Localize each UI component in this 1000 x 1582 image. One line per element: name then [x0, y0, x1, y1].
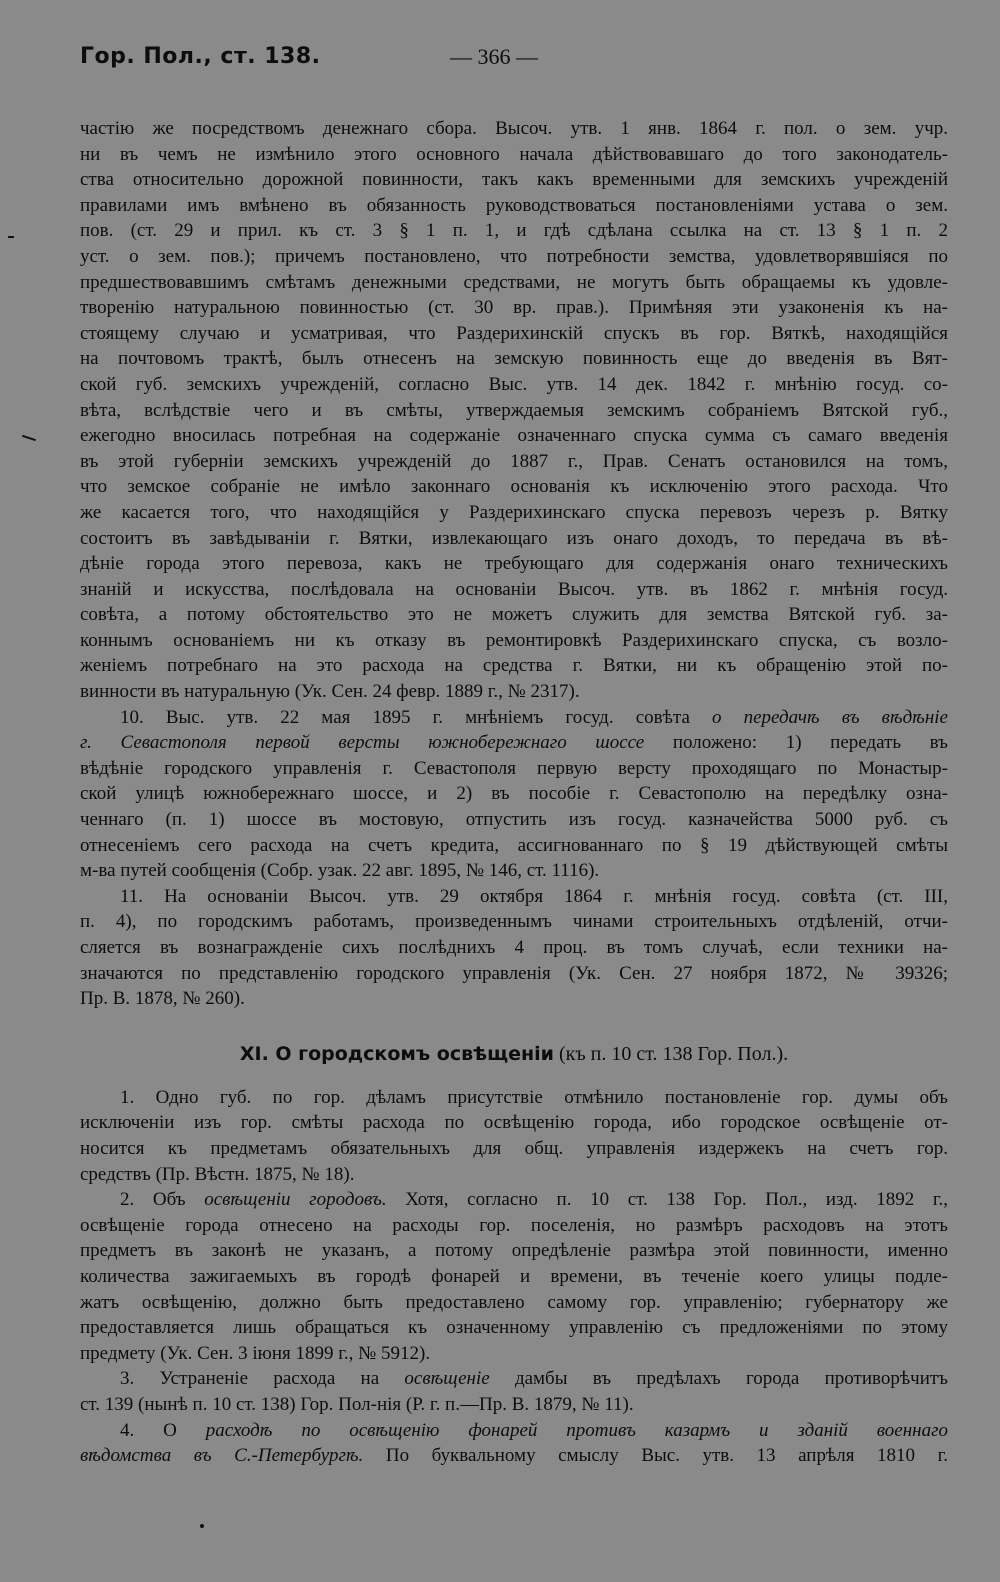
section-heading — [80, 1043, 948, 1066]
section-item-3 — [80, 1366, 948, 1417]
text-line: въ этой губерніи земскихъ учрежденій до 1887 г., Прав. Сенатъ остановился на томъ, — [80, 450, 948, 472]
text-line — [80, 705, 948, 731]
text-line: уст. о зем. пов.); причемъ постановлено, что потребности земства, удовлетворявшіяся по — [80, 245, 948, 267]
text-line: средствъ (Пр. Вѣстн. 1875, № 18). — [80, 1163, 355, 1185]
text-line — [80, 1443, 948, 1469]
text-line: женіемъ потребнаго на это расхода на средства г. Вятки, ни къ обращенію этой по- — [80, 655, 948, 677]
text-line: 11. На основаніи Высоч. утв. 29 октября 1864 г. мнѣнія госуд. совѣта (ст. III, — [120, 885, 948, 907]
section-item-4 — [80, 1418, 948, 1469]
text-line: освѣщеніе города отнесено на расходы гор. поселенія, но размѣръ расходовъ на этотъ — [80, 1214, 948, 1236]
italic-span: вѣдомства въ С.-Петербургѣ. — [80, 1445, 364, 1467]
body-text — [80, 116, 948, 1469]
text-line: ченнаго (п. 1) шоссе въ мостовую, отпустить изъ госуд. казначейства 5000 руб. съ — [80, 809, 948, 831]
text-line: правилами имъ вмѣнено въ обязанность руководствоваться постановленіями устава о зем. — [80, 194, 948, 216]
text-span: 3. Устраненіе расхода на — [120, 1368, 405, 1390]
text-line: м-ва путей сообщенія (Собр. узак. 22 авг. 1895, № 146, ст. 1116). — [80, 860, 600, 882]
text-line: же касается того, что находящійся у Раздерихинскаго спуска перевозъ черезъ р. Вятку — [80, 501, 948, 523]
text-line: значаются по представленію городского управленія (Ук. Сен. 27 ноября 1872, № 39326; — [80, 962, 948, 984]
text-line: винности въ натуральную (Ук. Сен. 24 февр. 1889 г., № 2317). — [80, 681, 580, 703]
text-line: состоитъ въ завѣдываніи г. Вятки, извлекающаго изъ онаго доходъ, то передача въ вѣ- — [80, 527, 948, 549]
text-line: предмету (Ук. Сен. 3 іюня 1899 г., № 5912). — [80, 1342, 431, 1364]
text-line: ской улицѣ южнобережнаго шоссе, и 2) въ пособіе г. Севастополю на передѣлку озна- — [80, 783, 948, 805]
italic-span: освѣщеніи городовъ. — [204, 1189, 387, 1211]
italic-span: расходѣ по освѣщенію фонарей противъ казармъ и зданій военнаго — [205, 1419, 948, 1441]
text-line: ст. 139 (нынѣ п. 10 ст. 138) Гор. Пол-нія (Р. г. п.—Пр. В. 1879, № 11). — [80, 1393, 634, 1415]
text-line: носится къ предметамъ обязательныхъ для общ. управленія издержекъ на счетъ гор. — [80, 1137, 948, 1159]
text-line: 1. Одно губ. по гор. дѣламъ присутствіе отмѣнило постановленіе гор. думы объ — [120, 1086, 948, 1108]
paragraph-10 — [80, 705, 948, 884]
section-title: XI. О городскомъ освѣщеніи — [239, 1042, 554, 1065]
text-span: 2. Объ — [120, 1189, 205, 1211]
text-line: частію же посредствомъ денежнаго сбора. Высоч. утв. 1 янв. 1864 г. пол. о зем. учр. — [80, 118, 948, 139]
text-line: что земское собраніе не имѣло законнаго основанія къ исключенію этого расхода. Что — [80, 476, 948, 498]
italic-span: освѣщеніе — [404, 1368, 490, 1390]
text-line: коннымъ основаніемъ ни къ отказу въ ремонтировкѣ Раздерихинскаго спуска, съ возло- — [80, 629, 948, 651]
italic-span: о передачѣ въ вѣдѣніе — [712, 706, 948, 728]
margin-mark — [22, 435, 36, 441]
text-line — [80, 1418, 948, 1444]
text-line: вѣта, вслѣдствіе чего и въ смѣты, утверждаемыя земскимъ собраніемъ Вятской губ., — [80, 399, 948, 421]
text-line: вѣдѣніе городского управленія г. Севастополя первую версту проходящаго по Монастыр- — [80, 757, 948, 779]
text-line: знаній и искусства, послѣдовала на основаніи Высоч. утв. въ 1862 г. мнѣнія госуд. — [80, 578, 948, 600]
text-span: 10. Выс. утв. 22 мая 1895 г. мнѣніемъ госуд. совѣта — [120, 706, 712, 728]
text-span: положено: 1) передать въ — [644, 732, 948, 754]
italic-span: г. Севастополя первой версты южнобережнаго шоссе — [80, 732, 645, 754]
text-line: отнесеніемъ сего расхода на счетъ кредита, ассигнованнаго по § 19 дѣйствующей смѣты — [80, 834, 948, 856]
text-line: Пр. В. 1878, № 260). — [80, 988, 245, 1010]
text-line: ни въ чемъ не измѣнило этого основного начала дѣйствовавшаго до того законодатель- — [80, 143, 948, 165]
text-span: 4. О — [120, 1419, 206, 1441]
text-line: пов. (ст. 29 и прил. къ ст. 3 § 1 п. 1, и гдѣ сдѣлана ссылка на ст. 13 § 1 п. 2 — [80, 220, 948, 242]
paragraph-11 — [80, 884, 948, 1012]
text-line: предметъ въ законѣ не указанъ, а потому опредѣленіе размѣра этой повинности, именно — [80, 1240, 948, 1262]
text-line: исключеніи изъ гор. смѣты расхода по освѣщенію города, ибо городское освѣщеніе от- — [80, 1112, 948, 1134]
text-line — [80, 1366, 948, 1392]
page-number: — 366 — — [450, 44, 538, 69]
text-line: ской губ. земскихъ учрежденій, согласно Выс. утв. 14 дек. 1842 г. мнѣнію госуд. со- — [80, 373, 948, 395]
continued-paragraph — [80, 116, 948, 705]
text-line: совѣта, а потому обстоятельство это не можетъ служить для земства Вятской губ. за- — [80, 604, 948, 626]
margin-mark — [8, 236, 14, 238]
text-line: предшествовавшимъ смѣтамъ денежными средствами, не могутъ быть обращаемы къ удовле- — [80, 271, 948, 293]
text-line: п. 4), по городскимъ работамъ, произведеннымъ чинами строительныхъ отдѣленій, отчи- — [80, 911, 948, 933]
text-span: Хотя, согласно п. 10 ст. 138 Гор. Пол., изд. 1892 г., — [386, 1189, 948, 1211]
text-span: дамбы въ предѣлахъ города противорѣчитъ — [489, 1368, 948, 1390]
running-head: Гор. Пол., ст. 138. — [80, 44, 321, 69]
text-line: творенію натуральною повинностью (ст. 30 вр. прав.). Примѣняя эти узаконенія къ на- — [80, 297, 948, 319]
text-line: ежегодно вносилась потребная на содержаніе означеннаго спуска сумма съ самаго введенія — [80, 425, 948, 447]
text-line — [80, 730, 948, 756]
section-item-2 — [80, 1187, 948, 1366]
text-line: количества зажигаемыхъ въ городѣ фонарей и времени, въ теченіе коего улицы подле- — [80, 1265, 948, 1287]
stray-dot — [200, 1524, 204, 1528]
text-line: стоящему случаю и усматривая, что Раздерихинскій спускъ въ гор. Вяткѣ, находящійся — [80, 322, 948, 344]
text-line: предоставляется лишь обращаться къ означенному управленію съ предложеніями по этому — [80, 1317, 948, 1339]
text-line: на почтовомъ трактѣ, былъ отнесенъ на земскую повинность еще до введенія въ Вят- — [80, 348, 948, 370]
text-line: сляется въ вознагражденіе сихъ послѣднихъ 4 проц. въ томъ случаѣ, если техники на- — [80, 937, 948, 958]
text-line: дѣніе города этого перевоза, какъ не требующаго для содержанія онаго техническихъ — [80, 553, 948, 575]
paragraph-10-rest — [80, 756, 948, 884]
text-line: жатъ освѣщенію, должно быть предоставлено самому гор. управленію; губернатору же — [80, 1291, 948, 1313]
text-line: ства относительно дорожной повинности, такъ какъ временными для земскихъ учрежденій — [80, 169, 948, 191]
text-span: По буквальному смыслу Выс. утв. 13 апрѣля 1810 г. — [363, 1445, 948, 1467]
page-header — [80, 44, 948, 84]
text-line — [80, 1187, 948, 1213]
section-item-1 — [80, 1085, 948, 1187]
section-item-2-rest — [80, 1213, 948, 1367]
section-reference: (къ п. 10 ст. 138 Гор. Пол.). — [553, 1042, 789, 1065]
